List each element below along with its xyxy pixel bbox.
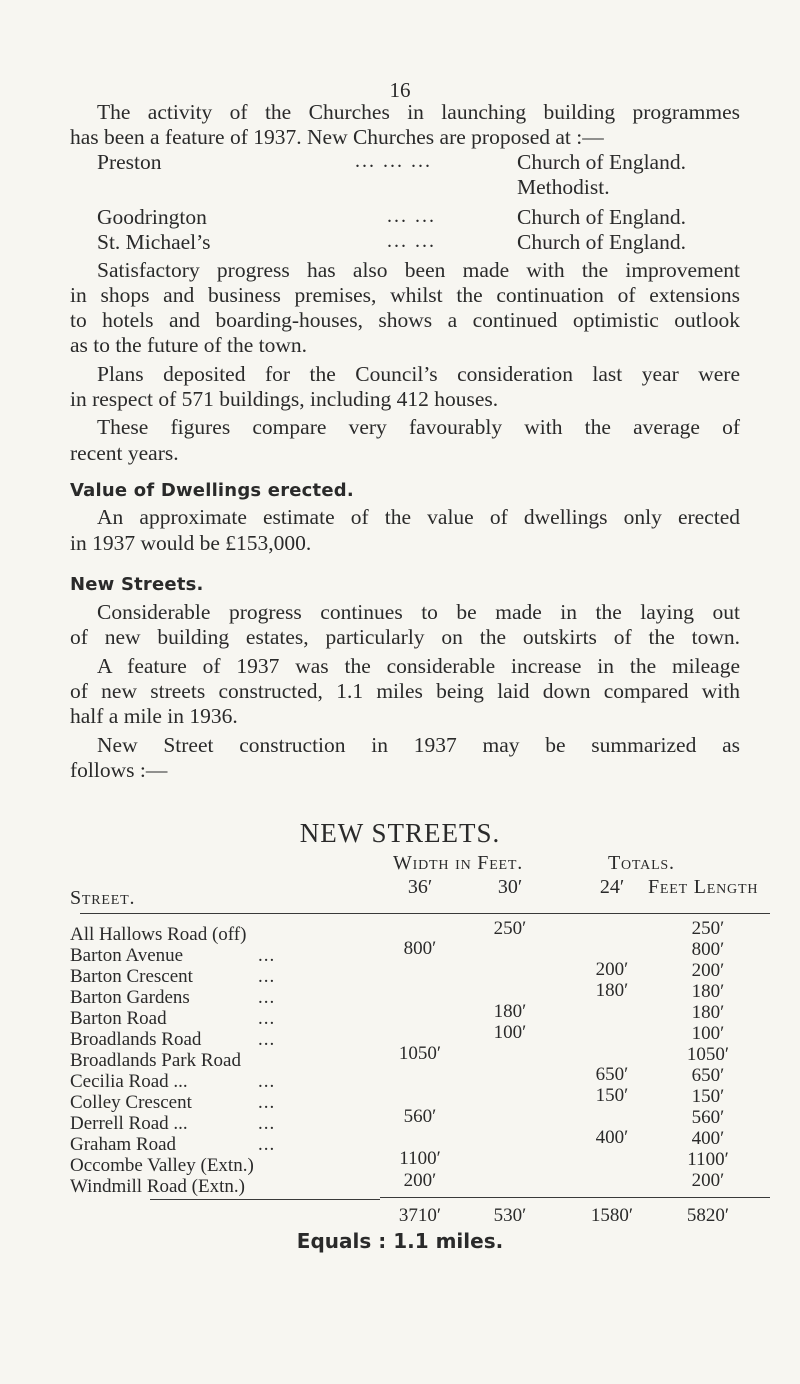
col-header-36: 36′ — [407, 876, 433, 898]
width-36-value: 1100′ — [399, 1148, 441, 1169]
width-24-value: 650′ — [595, 1064, 629, 1085]
church-denomination: Church of England. — [517, 205, 686, 229]
col-header-30: 30′ — [497, 876, 523, 898]
length-total-value: 100′ — [691, 1023, 725, 1044]
progress-line-2: in shops and business premises, whilst the continuation of extensions — [70, 283, 740, 307]
length-total-value: 560′ — [691, 1107, 725, 1128]
total-30: 530′ — [493, 1205, 527, 1226]
width-30-value: 250′ — [493, 918, 527, 939]
length-total-value: 150′ — [691, 1086, 725, 1107]
length-total-value: 1100′ — [687, 1149, 729, 1170]
width-24-value: 200′ — [595, 959, 629, 980]
leader-dots: ... ... — [387, 230, 436, 252]
leader-dots: ... ... — [387, 205, 436, 227]
table-bottom-rule-left — [150, 1199, 380, 1200]
summary-line-2: follows :— — [70, 758, 168, 782]
col-header-24: 24′ — [599, 876, 625, 898]
feet-length-header: Feet Length — [648, 876, 759, 898]
table-row — [0, 924, 800, 946]
church-denomination: Church of England. — [517, 230, 686, 254]
width-24-value: 180′ — [595, 980, 629, 1001]
equals-miles: Equals : 1.1 miles. — [296, 1229, 504, 1253]
value-line-2: in 1937 would be £153,000. — [70, 531, 312, 555]
total-36: 3710′ — [398, 1205, 442, 1226]
total-24: 1580′ — [590, 1205, 634, 1226]
heading-value-dwellings: Value of Dwellings erected. — [70, 480, 354, 501]
feature-line-2: of new streets constructed, 1.1 miles being laid down compared with — [70, 679, 740, 703]
length-total-value: 200′ — [691, 1170, 725, 1191]
table-row — [0, 945, 800, 967]
leader-dots: ... — [258, 1113, 276, 1134]
street-name: Graham Road — [70, 1134, 177, 1155]
figures-line-1: These figures compare very favourably with the average of — [97, 415, 740, 439]
width-24-value: 150′ — [595, 1085, 629, 1106]
table-row — [0, 1113, 800, 1135]
progress-line-3: to hotels and boarding-houses, shows a continued optimistic outlook — [70, 308, 740, 332]
street-name: Barton Avenue — [70, 945, 184, 966]
street-name: Derrell Road ... — [70, 1113, 188, 1134]
length-total-value: 650′ — [691, 1065, 725, 1086]
leader-dots: ... — [258, 987, 276, 1008]
leader-dots: ... — [258, 1071, 276, 1092]
church-entry-st-michaels — [97, 230, 747, 255]
leader-dots: ... — [258, 966, 276, 987]
table-row — [0, 1176, 800, 1198]
table-row — [0, 1092, 800, 1114]
church-entry-goodrington — [97, 205, 747, 230]
length-total-value: 200′ — [691, 960, 725, 981]
plans-line-1: Plans deposited for the Council’s consideration last year were — [97, 362, 740, 386]
feature-line-1: A feature of 1937 was the considerable increase in the mileage — [97, 654, 740, 678]
table-row — [0, 966, 800, 988]
width-in-feet-header: Width in Feet. — [393, 852, 524, 874]
heading-new-streets: New Streets. — [70, 574, 204, 595]
streets-line-2: of new building estates, particularly on the outskirts of the town. — [70, 625, 740, 649]
figures-line-2: recent years. — [70, 441, 179, 465]
intro-line-1: The activity of the Churches in launching building programmes — [97, 100, 740, 124]
leader-dots: ... — [258, 1134, 276, 1155]
value-line-1: An approximate estimate of the value of dwellings only erected — [97, 505, 740, 529]
table-row — [0, 1008, 800, 1030]
table-top-rule — [80, 913, 770, 914]
table-row — [0, 987, 800, 1009]
street-name: Barton Crescent — [70, 966, 193, 987]
width-36-value: 560′ — [403, 1106, 437, 1127]
length-total-value: 400′ — [691, 1128, 725, 1149]
street-name: All Hallows Road (off) — [70, 924, 247, 945]
total-length: 5820′ — [686, 1205, 730, 1226]
street-name: Colley Crescent — [70, 1092, 192, 1113]
table-row — [0, 1071, 800, 1093]
church-entry-preston — [97, 150, 747, 200]
leader-dots: ... — [258, 1029, 276, 1050]
church-place: St. Michael’s — [97, 230, 211, 254]
church-denomination: Church of England. — [517, 150, 686, 174]
leader-dots: ... ... ... — [355, 150, 432, 172]
length-total-value: 250′ — [691, 918, 725, 939]
church-place: Preston — [97, 150, 162, 174]
street-name: Broadlands Park Road — [70, 1050, 241, 1071]
street-name: Occombe Valley (Extn.) — [70, 1155, 254, 1176]
length-total-value: 180′ — [691, 981, 725, 1002]
width-36-value: 200′ — [403, 1170, 437, 1191]
progress-line-4: as to the future of the town. — [70, 333, 308, 357]
feature-line-3: half a mile in 1936. — [70, 704, 238, 728]
plans-line-2: in respect of 571 buildings, including 412 houses. — [70, 387, 499, 411]
church-place: Goodrington — [97, 205, 207, 229]
street-header: Street. — [70, 887, 136, 909]
totals-header: Totals. — [608, 852, 675, 874]
length-total-value: 180′ — [691, 1002, 725, 1023]
length-total-value: 800′ — [691, 939, 725, 960]
streets-line-1: Considerable progress continues to be made in the laying out — [97, 600, 740, 624]
church-denomination: Methodist. — [517, 175, 610, 199]
progress-line-1: Satisfactory progress has also been made with the improvement — [97, 258, 740, 282]
leader-dots: ... — [258, 1092, 276, 1113]
street-name: Windmill Road (Extn.) — [70, 1176, 245, 1197]
intro-line-2: has been a feature of 1937. New Churches are proposed at :— — [70, 125, 604, 149]
table-bottom-rule — [380, 1197, 770, 1198]
summary-line-1: New Street construction in 1937 may be summarized as — [97, 733, 740, 757]
street-name: Barton Gardens — [70, 987, 190, 1008]
leader-dots: ... — [258, 1008, 276, 1029]
page-number: 16 — [389, 78, 411, 102]
street-name: Cecilia Road ... — [70, 1071, 188, 1092]
width-24-value: 400′ — [595, 1127, 629, 1148]
street-name: Broadlands Road — [70, 1029, 202, 1050]
width-30-value: 180′ — [493, 1001, 527, 1022]
width-36-value: 1050′ — [398, 1043, 442, 1064]
street-name: Barton Road — [70, 1008, 167, 1029]
leader-dots: ... — [258, 945, 276, 966]
length-total-value: 1050′ — [686, 1044, 730, 1065]
table-title: NEW STREETS. — [299, 818, 501, 848]
width-30-value: 100′ — [493, 1022, 527, 1043]
width-36-value: 800′ — [403, 938, 437, 959]
